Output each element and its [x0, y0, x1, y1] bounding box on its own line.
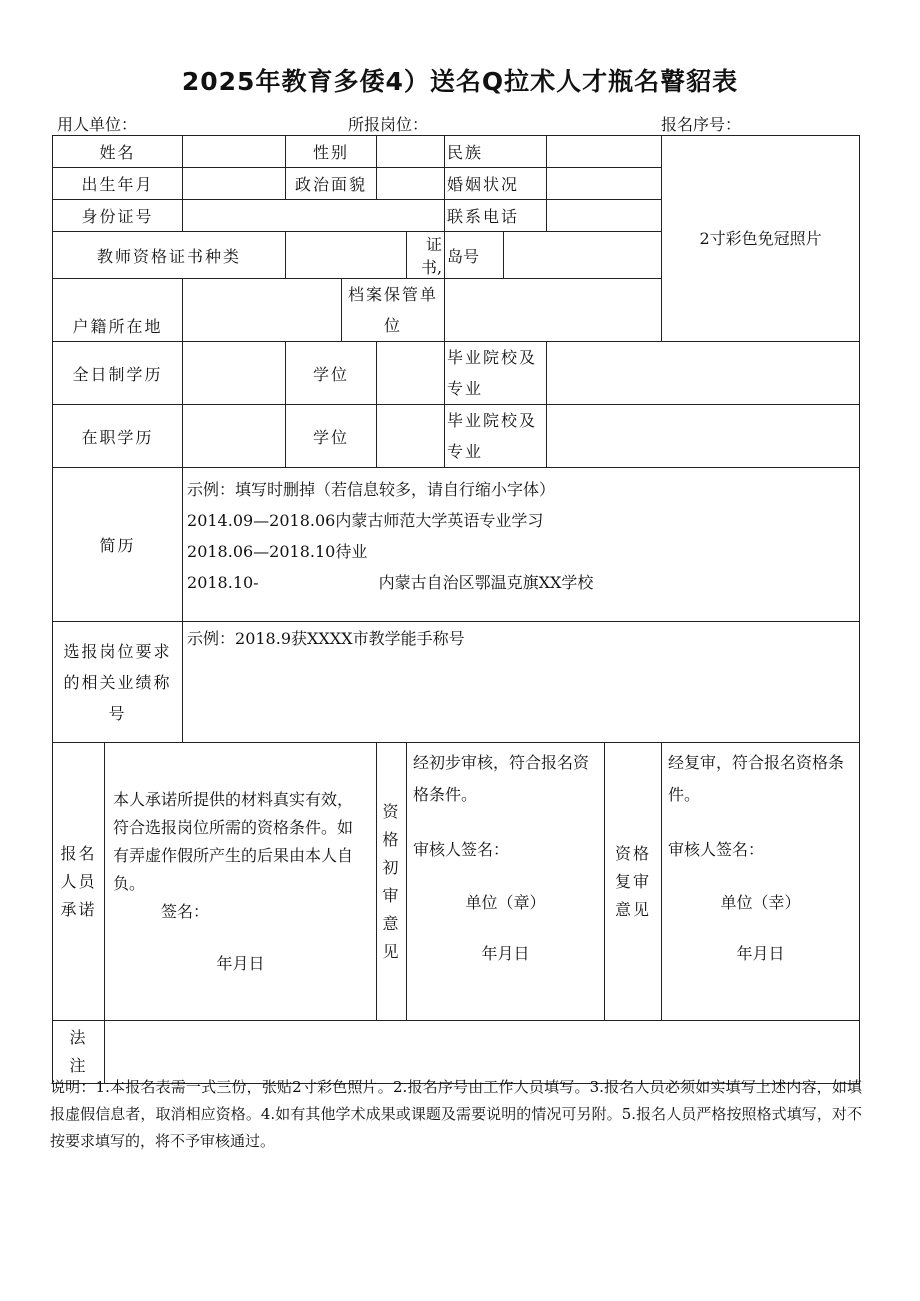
- second-review-box[interactable]: [662, 743, 860, 1021]
- inservice-edu-value[interactable]: [183, 405, 286, 468]
- promise-sign-label: 签名：: [161, 901, 210, 921]
- initial-review-unit: 单位（章）: [465, 893, 546, 912]
- initial-review-box[interactable]: [407, 743, 605, 1021]
- name-label: 姓名: [53, 136, 183, 168]
- gender-label: 性别: [286, 136, 377, 168]
- instructions-note: 说明：1.本报名表需一式三份，张贴2寸彩色照片。2.报名序号由工作人员填写。3.报名人员必须如实填写上述内容，如填报虚假信息者，取消相应资格。4.如有其他学术成果或课题及需要说明的情况可另附。5.报名人员严格按照格式填写，对不按要求填写的，将不予审核通过。: [50, 1078, 862, 1150]
- remarks-label: 法注: [53, 1021, 105, 1084]
- ethnicity-label: 民族: [445, 136, 547, 168]
- fulltime-edu-value[interactable]: [183, 342, 286, 405]
- promise-date: 年月日: [216, 953, 265, 973]
- resume-date: 2018.10-: [187, 573, 259, 592]
- promise-text: 本人承诺所提供的材料真实有效，符合选报岗位所需的资格条件。如有弄虚作假所产生的后果由本人自负。: [113, 789, 354, 893]
- fulltime-degree-label: 学位: [286, 342, 377, 405]
- achievements-label: 选报岗位要求的相关业绩称号: [53, 622, 183, 743]
- fulltime-degree-value[interactable]: [377, 342, 445, 405]
- cert-number-value[interactable]: [504, 232, 662, 279]
- inservice-degree-label: 学位: [286, 405, 377, 468]
- initial-review-date: 年月日: [481, 944, 530, 963]
- inservice-edu-label: 在职学历: [53, 405, 183, 468]
- archive-unit-label: 档案保管单位: [342, 279, 445, 342]
- political-value[interactable]: [377, 168, 445, 200]
- second-reviewer-sign: 审核人签名：: [668, 840, 765, 859]
- fulltime-school-value[interactable]: [547, 342, 860, 405]
- household-label: 户籍所在地: [53, 279, 183, 342]
- id-number-value[interactable]: [183, 200, 445, 232]
- marital-value[interactable]: [547, 168, 662, 200]
- resume-line: 2014.09—2018.06内蒙古师范大学英语专业学习: [187, 511, 544, 530]
- registration-table: [52, 135, 860, 1084]
- inservice-school-label: 毕业院校及专业: [445, 405, 547, 468]
- second-review-label: 资格复审意见: [605, 743, 662, 1021]
- photo-label: 2寸彩色免冠照片: [699, 228, 822, 248]
- archive-unit-value[interactable]: [445, 279, 662, 342]
- resume-line: 示例：填写时删掉（若信息较多，请自行缩小字体）: [187, 480, 556, 499]
- cert-number-label-b: 岛号: [445, 232, 504, 279]
- fulltime-school-label: 毕业院校及专业: [445, 342, 547, 405]
- fulltime-edu-label: 全日制学历: [53, 342, 183, 405]
- id-number-label: 身份证号: [53, 200, 183, 232]
- phone-label: 联系电话: [445, 200, 547, 232]
- name-value[interactable]: [183, 136, 286, 168]
- resume-line: 内蒙古自治区鄂温克旗XX学校: [378, 573, 594, 592]
- ethnicity-value[interactable]: [547, 136, 662, 168]
- inservice-degree-value[interactable]: [377, 405, 445, 468]
- political-label: 政治面貌: [286, 168, 377, 200]
- resume-content[interactable]: [183, 468, 860, 622]
- serial-number-label: 报名序号：: [661, 115, 742, 134]
- cert-number-label-a: 证书,: [407, 232, 445, 279]
- phone-value[interactable]: [547, 200, 662, 232]
- inservice-school-value[interactable]: [547, 405, 860, 468]
- achievements-content[interactable]: [183, 622, 860, 743]
- applicant-promise-box[interactable]: [105, 743, 377, 1021]
- resume-line: 2018.06—2018.10待业: [187, 542, 368, 561]
- household-value[interactable]: [183, 279, 342, 342]
- second-review-date: 年月日: [736, 944, 785, 963]
- second-review-opinion: 经复审，符合报名资格条件。: [668, 753, 845, 804]
- cert-type-value[interactable]: [286, 232, 407, 279]
- photo-box[interactable]: [662, 136, 860, 342]
- achievements-example: 示例：2018.9获XXXX市教学能手称号: [187, 629, 465, 648]
- initial-review-opinion: 经初步审核，符合报名资格条件。: [413, 753, 590, 804]
- initial-reviewer-sign: 审核人签名：: [413, 840, 510, 859]
- resume-label: 简历: [53, 468, 183, 622]
- initial-review-label: 资格初审意见: [377, 743, 407, 1021]
- cert-type-label: 教师资格证书种类: [53, 232, 286, 279]
- second-review-unit: 单位（幸）: [720, 893, 801, 912]
- employer-unit-label: 用人单位：: [57, 115, 138, 134]
- birth-value[interactable]: [183, 168, 286, 200]
- position-label: 所报岗位：: [348, 115, 429, 134]
- birth-label: 出生年月: [53, 168, 183, 200]
- form-title: 2025年教育多倭4）送名Q拉术人才瓶名瞽貂表: [181, 67, 739, 96]
- marital-label: 婚姻状况: [445, 168, 547, 200]
- gender-value[interactable]: [377, 136, 445, 168]
- applicant-promise-label: 报名人员承诺: [53, 743, 105, 1021]
